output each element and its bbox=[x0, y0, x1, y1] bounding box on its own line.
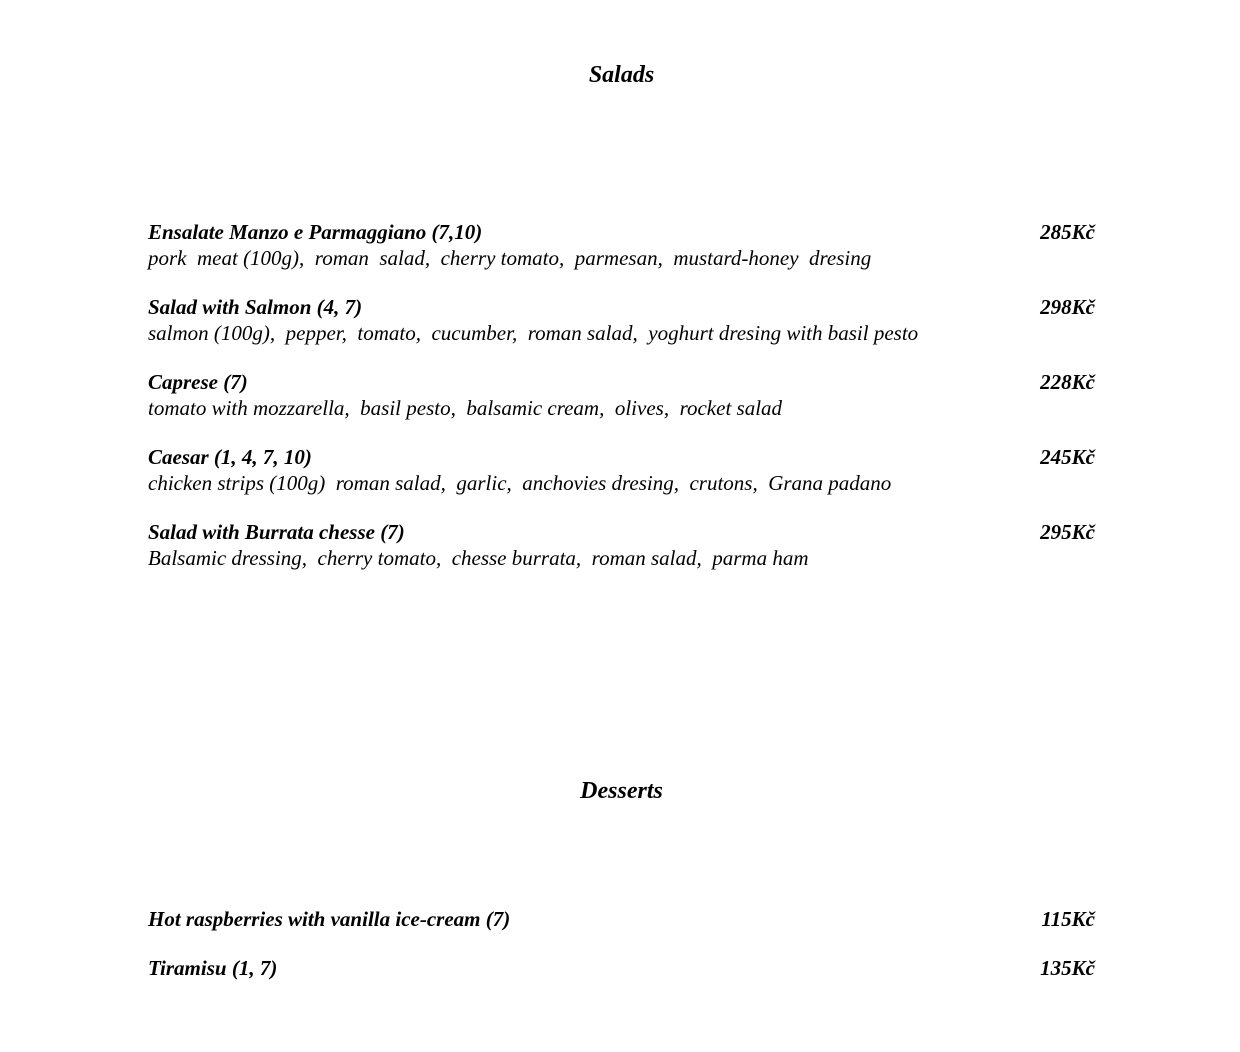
section-heading-desserts: Desserts bbox=[580, 778, 663, 804]
item-description: Balsamic dressing, cherry tomato, chesse burrata, roman salad, parma ham bbox=[148, 546, 809, 570]
item-description: salmon (100g), pepper, tomato, cucumber, roman salad, yoghurt dresing with basil pesto bbox=[148, 321, 919, 345]
item-price: 245Kč bbox=[1040, 445, 1095, 469]
item-row bbox=[148, 294, 1095, 320]
item-price: 115Kč bbox=[1041, 907, 1095, 931]
item-row bbox=[148, 906, 1095, 932]
item-price: 228Kč bbox=[1040, 370, 1095, 394]
item-name: Ensalate Manzo e Parmaggiano (7,10) bbox=[148, 220, 483, 244]
item-description: chicken strips (100g) roman salad, garlic, anchovies dresing, crutons, Grana padano bbox=[148, 471, 892, 495]
item-price: 298Kč bbox=[1040, 295, 1095, 319]
menu-item-salad-burrata bbox=[148, 519, 1095, 571]
menu-item-caprese bbox=[148, 369, 1095, 421]
item-row bbox=[148, 519, 1095, 545]
item-name: Caesar (1, 4, 7, 10) bbox=[148, 445, 312, 469]
menu-item-salad-salmon bbox=[148, 294, 1095, 346]
item-price: 295Kč bbox=[1040, 520, 1095, 544]
item-name: Salad with Burrata chesse (7) bbox=[148, 520, 405, 544]
menu-item-caesar bbox=[148, 444, 1095, 496]
menu-item-ensalate-manzo bbox=[148, 219, 1095, 271]
item-row bbox=[148, 219, 1095, 245]
menu-item-tiramisu bbox=[148, 955, 1095, 981]
item-price: 285Kč bbox=[1040, 220, 1095, 244]
section-salads bbox=[148, 60, 1095, 594]
item-description: pork meat (100g), roman salad, cherry tomato, parmesan, mustard-honey dresing bbox=[148, 246, 872, 270]
item-name: Hot raspberries with vanilla ice-cream (7) bbox=[148, 907, 511, 931]
menu-item-hot-raspberries bbox=[148, 906, 1095, 932]
item-row bbox=[148, 444, 1095, 470]
item-price: 135Kč bbox=[1040, 956, 1095, 980]
item-name: Salad with Salmon (4, 7) bbox=[148, 295, 363, 319]
section-heading-salads: Salads bbox=[588, 62, 655, 88]
item-description: tomato with mozzarella, basil pesto, balsamic cream, olives, rocket salad bbox=[148, 396, 783, 420]
item-row bbox=[148, 955, 1095, 981]
item-name: Caprese (7) bbox=[148, 370, 248, 394]
section-desserts bbox=[148, 594, 1095, 1004]
item-name: Tiramisu (1, 7) bbox=[148, 956, 278, 980]
item-row bbox=[148, 369, 1095, 395]
